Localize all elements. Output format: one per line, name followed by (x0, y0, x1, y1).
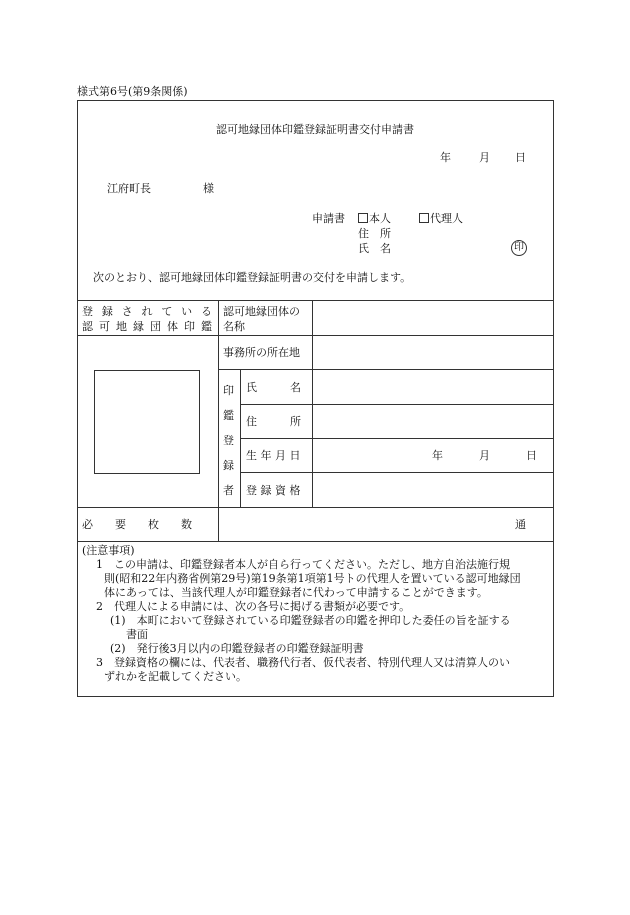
org-name-label-1: 認可地縁団体の (223, 305, 300, 318)
addressee-honorific: 様 (203, 182, 214, 195)
registered-seal-label-2: 認 可 地 縁 団 体 印 鑑 (82, 320, 212, 333)
addressee-name: 江府町長 (107, 182, 151, 195)
registrant-char-2: 鑑 (223, 409, 234, 422)
registrant-name-label: 氏 名 (246, 381, 301, 394)
checkbox-agent-icon[interactable] (419, 213, 429, 223)
note-line: 2 代理人による申請には、次の各号に掲げる書類が必要です。 (96, 600, 411, 613)
date-year-label: 年 (440, 151, 451, 164)
registrant-char-5: 者 (223, 484, 234, 497)
office-location-field[interactable] (313, 336, 553, 368)
form-title: 認可地縁団体印鑑登録証明書交付申請書 (216, 123, 414, 136)
birth-year-label: 年 (432, 449, 443, 462)
org-name-label-2: 名称 (223, 320, 245, 333)
note-line: 書面 (126, 628, 148, 641)
note-line: (1) 本町において登録されている印鑑登録者の印鑑を押印した委任の旨を証する (110, 614, 511, 627)
request-statement: 次のとおり、認可地縁団体印鑑登録証明書の交付を申請します。 (93, 271, 412, 284)
applicant-address-label: 住 所 (358, 227, 391, 240)
qualification-field[interactable] (313, 473, 553, 506)
required-copies-field[interactable] (219, 508, 509, 540)
option-agent[interactable]: 代理人 (419, 212, 463, 225)
form-number: 様式第6号(第9条関係) (77, 85, 188, 98)
registered-seal-label-1: 登 録 さ れ て い る (82, 305, 212, 318)
note-line: 1 この申請は、印鑑登録者本人が自ら行ってください。ただし、地方自治法施行規 (96, 558, 510, 571)
note-line: 体にあっては、当該代理人が印鑑登録者に代わって申請することができます。 (104, 586, 488, 599)
note-line: 3 登録資格の欄には、代表者、職務代行者、仮代表者、特別代理人又は清算人のい (96, 656, 510, 669)
note-line: 則(昭和22年内務省例第29号)第19条第1項第1号トの代理人を置いている認可地縁団 (104, 572, 521, 585)
org-name-field[interactable] (313, 301, 553, 334)
applicant-name-label: 氏 名 (358, 242, 391, 255)
birth-day-label: 日 (526, 449, 537, 462)
office-location-label: 事務所の所在地 (223, 346, 300, 359)
notes-heading: (注意事項) (82, 544, 135, 557)
registrant-char-1: 印 (223, 384, 234, 397)
copies-unit: 通 (515, 518, 526, 531)
registrant-char-4: 録 (223, 459, 234, 472)
registrant-address-label: 住 所 (246, 415, 301, 428)
seal-impression-box[interactable] (94, 370, 200, 474)
qualification-label: 登 録 資 格 (246, 484, 301, 497)
option-self[interactable]: 本人 (358, 212, 391, 225)
date-day-label: 日 (515, 151, 526, 164)
registrant-char-3: 登 (223, 434, 234, 447)
note-line: (2) 発行後3月以内の印鑑登録者の印鑑登録証明書 (110, 642, 364, 655)
registrant-address-field[interactable] (313, 405, 553, 437)
date-month-label: 月 (479, 151, 490, 164)
registrant-name-field[interactable] (313, 370, 553, 403)
birth-date-label: 生 年 月 日 (246, 449, 301, 462)
required-copies-label: 必 要 枚 数 (82, 518, 192, 531)
applicant-label: 申請書 (312, 212, 345, 225)
note-line: ずれかを記載してください。 (104, 670, 247, 683)
checkbox-self-icon[interactable] (358, 213, 368, 223)
birth-month-label: 月 (479, 449, 490, 462)
seal-mark-icon: 印 (511, 240, 527, 256)
